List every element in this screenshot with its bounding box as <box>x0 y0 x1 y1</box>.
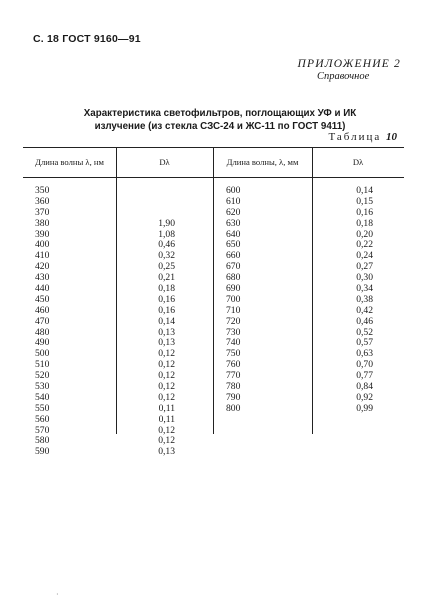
appendix-block <box>291 58 401 82</box>
table-cell: 580 <box>35 435 50 447</box>
table-cell: 0,99 <box>356 402 373 414</box>
table-cell: 440 <box>35 283 50 295</box>
appendix-subtitle: Справочное <box>317 71 370 82</box>
table-cell: 640 <box>226 228 241 240</box>
table-cell: 0,20 <box>356 228 373 240</box>
table-cell: 0,18 <box>356 217 373 229</box>
filter-characteristics-table <box>23 147 404 458</box>
table-cell: 1,90 <box>158 217 175 229</box>
table-cell: 0,14 <box>158 315 175 327</box>
table-cell: 720 <box>226 315 241 327</box>
table-cell: 450 <box>35 293 50 305</box>
table-cell: 0,13 <box>158 337 175 349</box>
table-cell: 360 <box>35 195 50 207</box>
table-cell: 0,52 <box>356 326 373 338</box>
table-cell: 680 <box>226 272 241 284</box>
table-cell: 0,16 <box>158 293 175 305</box>
table-cell: 800 <box>226 402 241 414</box>
table-caption <box>60 107 380 133</box>
header-wavelength-left: Длина волны λ, нм <box>35 157 104 167</box>
table-cell: 520 <box>35 370 50 382</box>
table-cell: 0,46 <box>356 315 373 327</box>
table-cell: 0,16 <box>158 304 175 316</box>
table-cell: 480 <box>35 326 50 338</box>
table-cell: 0,12 <box>158 424 175 436</box>
table-cell: 0,15 <box>356 195 373 207</box>
table-cell: 0,63 <box>356 348 373 360</box>
table-cell: 420 <box>35 261 50 273</box>
table-cell: 710 <box>226 304 241 316</box>
table-cell: 630 <box>226 217 241 229</box>
table-cell: 0,22 <box>356 239 373 251</box>
table-cell: 0,46 <box>158 239 175 251</box>
column-wavelength-right <box>226 186 266 415</box>
table-cell: 540 <box>35 391 50 403</box>
table-cell: 0,38 <box>356 293 373 305</box>
table-cell: 0,92 <box>356 391 373 403</box>
table-cell: 460 <box>35 304 50 316</box>
table-label <box>328 131 397 143</box>
table-label-number: 10 <box>386 131 397 143</box>
table-cell: 760 <box>226 359 241 371</box>
table-cell: 0,14 <box>356 185 373 196</box>
table-cell: 530 <box>35 381 50 393</box>
table-cell: 410 <box>35 250 50 262</box>
table-cell: 570 <box>35 424 50 436</box>
appendix-title: ПРИЛОЖЕНИЕ 2 <box>297 58 401 70</box>
table-cell: 0,57 <box>356 337 373 349</box>
table-cell: 0,34 <box>356 283 373 295</box>
table-cell: 0,12 <box>158 370 175 382</box>
table-cell: 0,25 <box>158 261 175 273</box>
table-cell: 400 <box>35 239 50 251</box>
table-cell: 0,12 <box>158 435 175 447</box>
table-cell: 1,08 <box>158 228 175 240</box>
table-cell <box>143 197 175 208</box>
table-cell: 770 <box>226 370 241 382</box>
caption-line-1: Характеристика светофильтров, поглощающих УФ и ИК <box>83 108 357 119</box>
table-cell: 0,32 <box>158 250 175 262</box>
table-cell: 0,84 <box>356 381 373 393</box>
table-cell: 370 <box>35 206 50 218</box>
header-wavelength-right: Длина волны, λ, мм <box>226 157 299 167</box>
table-cell: 0,70 <box>356 359 373 371</box>
column-divider <box>116 148 117 434</box>
table-cell: 500 <box>35 348 50 360</box>
table-cell: 740 <box>226 337 241 349</box>
table-cell: 670 <box>226 261 241 273</box>
table-cell <box>143 186 175 197</box>
table-cell: 0,77 <box>356 370 373 382</box>
table-cell: 0,13 <box>158 326 175 338</box>
table-cell: 610 <box>226 195 241 207</box>
table-cell: 0,30 <box>356 272 373 284</box>
table-cell: 0,21 <box>158 272 175 284</box>
table-cell: 700 <box>226 293 241 305</box>
table-cell: 380 <box>35 217 50 229</box>
column-density-left <box>143 186 175 458</box>
table-cell: 660 <box>226 250 241 262</box>
table-cell: 0,11 <box>158 413 175 425</box>
table-cell: 650 <box>226 239 241 251</box>
table-cell: 590 <box>35 446 50 458</box>
page-header: С. 18 ГОСТ 9160—91 <box>33 33 141 45</box>
column-wavelength-left <box>35 186 75 458</box>
table-cell: 750 <box>226 348 241 360</box>
footer-mark: · <box>56 590 59 599</box>
table-cell: 780 <box>226 381 241 393</box>
table-cell: 0,24 <box>356 250 373 262</box>
table-cell: 490 <box>35 337 50 349</box>
table-cell: 0,27 <box>356 261 373 273</box>
table-cell: 470 <box>35 315 50 327</box>
table-label-word: Таблица <box>328 131 382 143</box>
table-cell: 0,12 <box>158 381 175 393</box>
table-cell: 620 <box>226 206 241 218</box>
header-density-left: Dλ <box>159 157 170 167</box>
table-cell: 430 <box>35 272 50 284</box>
header-density-right: Dλ <box>352 157 364 167</box>
table-cell: 510 <box>35 359 50 371</box>
caption-line-2: излучение (из стекла СЗС-24 и ЖС-11 по ГОСТ 9411) <box>94 121 346 132</box>
column-divider <box>213 148 214 434</box>
table-cell: 600 <box>226 185 241 196</box>
table-cell: 0,16 <box>356 206 373 218</box>
table-cell: 730 <box>226 326 241 338</box>
table-cell: 0,12 <box>158 348 175 360</box>
table-cell: 0,12 <box>158 359 175 371</box>
table-cell: 350 <box>35 185 50 196</box>
table-cell: 0,13 <box>158 446 175 458</box>
table-cell: 690 <box>226 283 241 295</box>
table-cell: 0,11 <box>158 402 175 414</box>
table-cell: 0,42 <box>356 304 373 316</box>
table-cell: 390 <box>35 228 50 240</box>
table-cell: 0,12 <box>158 391 175 403</box>
table-cell: 790 <box>226 391 241 403</box>
column-divider <box>312 148 313 434</box>
table-cell: 550 <box>35 402 50 414</box>
table-cell: 560 <box>35 413 50 425</box>
column-density-right <box>341 186 373 415</box>
table-cell: 0,18 <box>158 283 175 295</box>
